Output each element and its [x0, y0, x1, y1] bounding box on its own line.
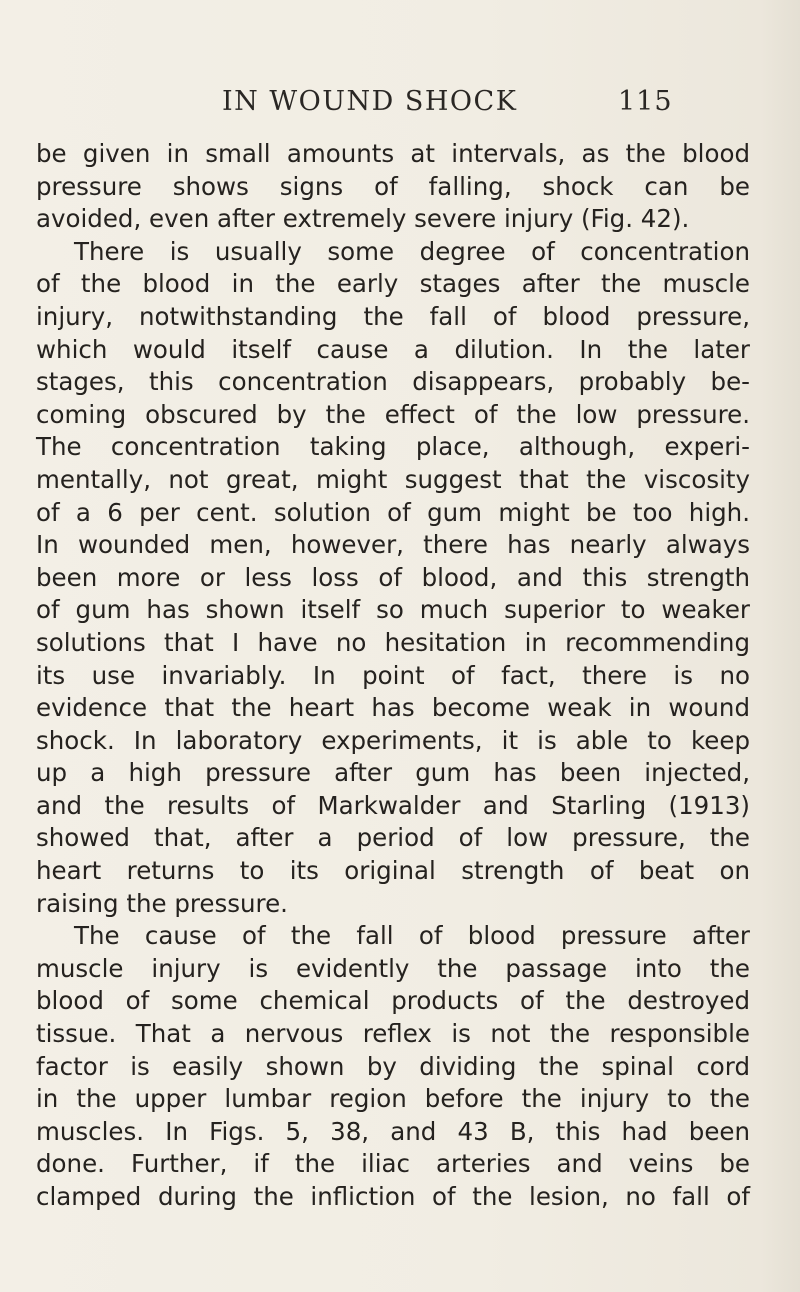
text-line: its use invariably. In point of fact, there is no — [36, 660, 750, 690]
text-line: of gum has shown itself so much superior to weaker — [36, 595, 750, 625]
text-line: showed that, after a period of low pressure, the — [36, 823, 750, 853]
text-line: avoided, even after extremely severe injury (Fig. 42). — [36, 204, 690, 234]
paragraph-start-line: There is usually some degree of concentration — [74, 236, 750, 266]
text-line: injury, notwithstanding the fall of blood pressure, — [36, 301, 750, 331]
body-text — [36, 138, 750, 1214]
text-line: stages, this concentration disappears, probably be- — [36, 367, 750, 397]
text-line: be given in small amounts at intervals, as the blood — [36, 139, 750, 168]
text-line: coming obscured by the effect of the low pressure. — [36, 399, 750, 429]
text-line: clamped during the infliction of the lesion, no fall of — [36, 1182, 750, 1211]
text-line: raising the pressure. — [36, 888, 288, 918]
text-line: which would itself cause a dilution. In the later — [36, 334, 750, 364]
text-line: muscle injury is evidently the passage into the — [36, 953, 750, 983]
text-line: been more or less loss of blood, and this strength — [36, 562, 750, 592]
text-line: muscles. In Figs. 5, 38, and 43 B, this had been — [36, 1116, 750, 1146]
text-line: factor is easily shown by dividing the spinal cord — [36, 1051, 750, 1081]
text-line: In wounded men, however, there has nearly always — [36, 530, 750, 560]
text-line: solutions that I have no hesitation in recommending — [36, 627, 750, 657]
paragraph-start-line: The cause of the fall of blood pressure after — [74, 921, 750, 951]
text-line: done. Further, if the iliac arteries and veins be — [36, 1149, 750, 1179]
page-number: 115 — [618, 86, 673, 117]
text-line: pressure shows signs of falling, shock can be — [36, 171, 750, 201]
text-line: shock. In laboratory experiments, it is able to keep — [36, 725, 750, 755]
running-head — [0, 86, 800, 126]
text-line: blood of some chemical products of the destroyed — [36, 986, 750, 1016]
running-title: IN WOUND SHOCK — [222, 86, 518, 117]
text-line: up a high pressure after gum has been injected, — [36, 758, 750, 788]
text-line: tissue. That a nervous reflex is not the responsible — [36, 1019, 750, 1049]
text-line: The concentration taking place, although, experi- — [36, 432, 750, 462]
text-line: evidence that the heart has become weak in wound — [36, 693, 750, 723]
text-line: heart returns to its original strength of beat on — [36, 856, 750, 886]
text-line: in the upper lumbar region before the injury to the — [36, 1084, 750, 1114]
text-line: of a 6 per cent. solution of gum might be too high. — [36, 497, 750, 527]
text-line: mentally, not great, might suggest that the viscosity — [36, 464, 750, 494]
text-line: of the blood in the early stages after the muscle — [36, 269, 750, 299]
text-line: and the results of Markwalder and Starling (1913) — [36, 790, 750, 820]
